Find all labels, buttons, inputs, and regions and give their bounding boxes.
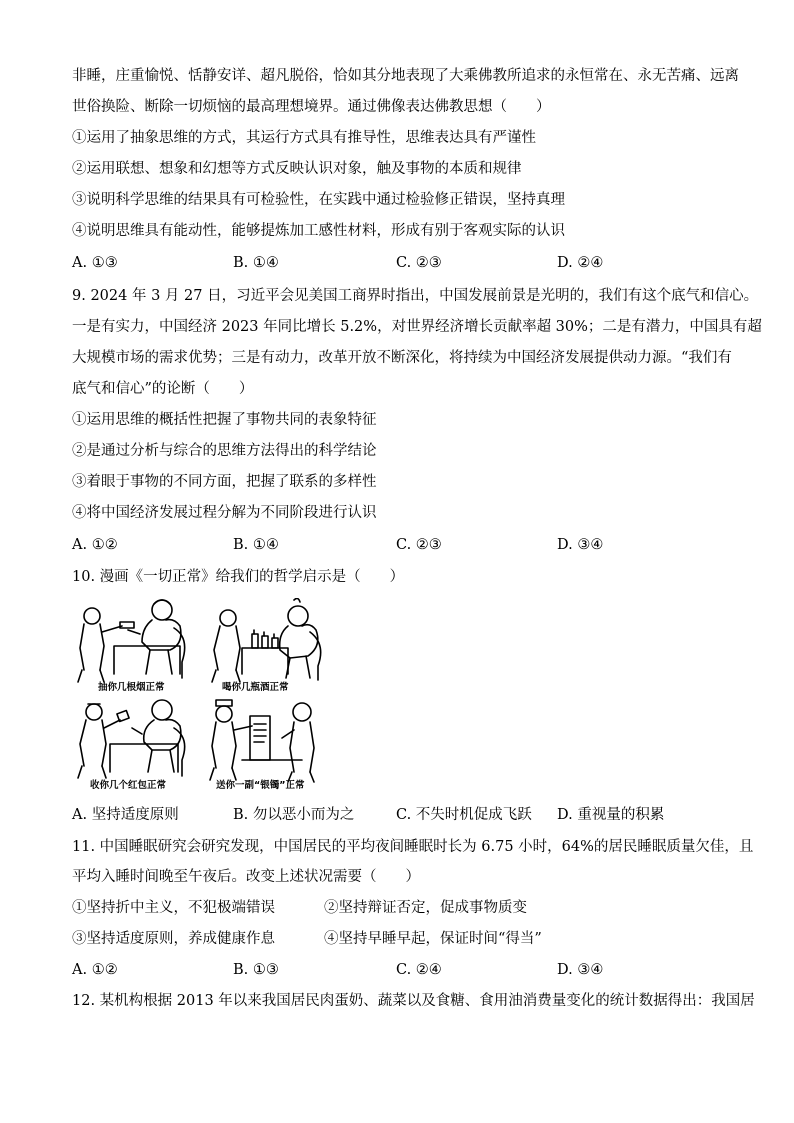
q12-stem-line-1: 12. 某机构根据 2013 年以来我国居民肉蛋奶、蔬菜以及食糖、食用油消费量变化的统计数据得出：我国居 xyxy=(72,993,755,1009)
q9-stem-line-3: 大规模市场的需求优势；三是有动力，改革开放不断深化，将持续为中国经济发展提供动力源。“我们有 xyxy=(72,350,732,366)
q9-stem-line-4: 底气和信心”的论断（ ） xyxy=(72,381,254,397)
q10-option-a: A. 坚持适度原则 xyxy=(72,807,179,823)
q11-option-b: B. ①③ xyxy=(233,962,279,978)
q8-item-3: ③说明科学思维的结果具有可检验性，在实践中通过检验修正错误，坚持真理 xyxy=(72,192,565,208)
q9-stem-line-2: 一是有实力，中国经济 2023 年同比增长 5.2%，对世界经济增长贡献率超 30%；二是有潜力，中国具有超 xyxy=(72,319,762,335)
cartoon-panel-handcuffs xyxy=(210,700,314,782)
q11-stem-line-2: 平均入睡时间晚至午夜后。改变上述状况需要（ ） xyxy=(72,869,420,885)
q9-item-1: ①运用思维的概括性把握了事物共同的表象特征 xyxy=(72,412,377,428)
q11-item-1: ①坚持折中主义，不犯极端错误 xyxy=(72,900,275,916)
q11-stem-line-1: 11. 中国睡眠研究会研究发现，中国居民的平均夜间睡眠时长为 6.75 小时，64%的居民睡眠质量欠佳，且 xyxy=(72,839,754,855)
q8-option-a: A. ①③ xyxy=(72,255,118,271)
q9-stem-line-1: 9. 2024 年 3 月 27 日，习近平会见美国工商界时指出，中国发展前景是光明的，我们有这个底气和信心。 xyxy=(72,288,759,304)
cartoon-panel-red-envelopes xyxy=(78,700,185,778)
q9-item-4: ④将中国经济发展过程分解为不同阶段进行认识 xyxy=(72,505,377,521)
q9-option-b: B. ①④ xyxy=(233,537,279,553)
q8-option-c: C. ②③ xyxy=(396,255,442,271)
q10-option-c: C. 不失时机促成飞跃 xyxy=(396,807,532,823)
caption-cigarettes: 抽你几根烟正常 xyxy=(98,682,165,693)
cartoon-everything-normal xyxy=(70,598,330,794)
caption-handcuffs: 送你一副“银镯”正常 xyxy=(216,780,305,791)
q11-option-c: C. ②④ xyxy=(396,962,442,978)
q11-option-a: A. ①② xyxy=(72,962,118,978)
q11-option-d: D. ③④ xyxy=(557,962,604,978)
q8-item-2: ②运用联想、想象和幻想等方式反映认识对象，触及事物的本质和规律 xyxy=(72,161,522,177)
q10-option-d: D. 重视量的积累 xyxy=(557,807,665,823)
q8-option-b: B. ①④ xyxy=(233,255,279,271)
q8-line-2: 世俗换险、断除一切烦恼的最高理想境界。通过佛像表达佛教思想（ ） xyxy=(72,99,551,115)
q8-item-1: ①运用了抽象思维的方式，其运行方式具有推导性，思维表达具有严谨性 xyxy=(72,130,536,146)
q9-item-3: ③着眼于事物的不同方面，把握了联系的多样性 xyxy=(72,474,377,490)
q10-stem: 10. 漫画《一切正常》给我们的哲学启示是（ ） xyxy=(72,569,405,585)
q9-item-2: ②是通过分析与综合的思维方法得出的科学结论 xyxy=(72,443,377,459)
caption-red-envelopes: 收你几个红包正常 xyxy=(90,780,167,791)
q8-item-4: ④说明思维具有能动性，能够提炼加工感性材料，形成有别于客观实际的认识 xyxy=(72,223,565,239)
q9-option-c: C. ②③ xyxy=(396,537,442,553)
cartoon-panel-wine xyxy=(212,598,321,682)
q11-item-3: ③坚持适度原则，养成健康作息 xyxy=(72,931,275,947)
q8-option-d: D. ②④ xyxy=(557,255,604,271)
q8-line-1: 非睡，庄重愉悦、恬静安详、超凡脱俗，恰如其分地表现了大乘佛教所追求的永恒常在、永无苦痛、远离 xyxy=(72,68,739,84)
q10-option-b: B. 勿以恶小而为之 xyxy=(233,807,355,823)
caption-wine: 喝你几瓶酒正常 xyxy=(222,682,289,693)
q11-item-2: ②坚持辩证否定，促成事物质变 xyxy=(324,900,527,916)
q11-item-4: ④坚持早睡早起，保证时间“得当” xyxy=(324,931,542,947)
q9-option-d: D. ③④ xyxy=(557,537,604,553)
q9-option-a: A. ①② xyxy=(72,537,118,553)
cartoon-panel-cigarettes xyxy=(78,600,185,682)
